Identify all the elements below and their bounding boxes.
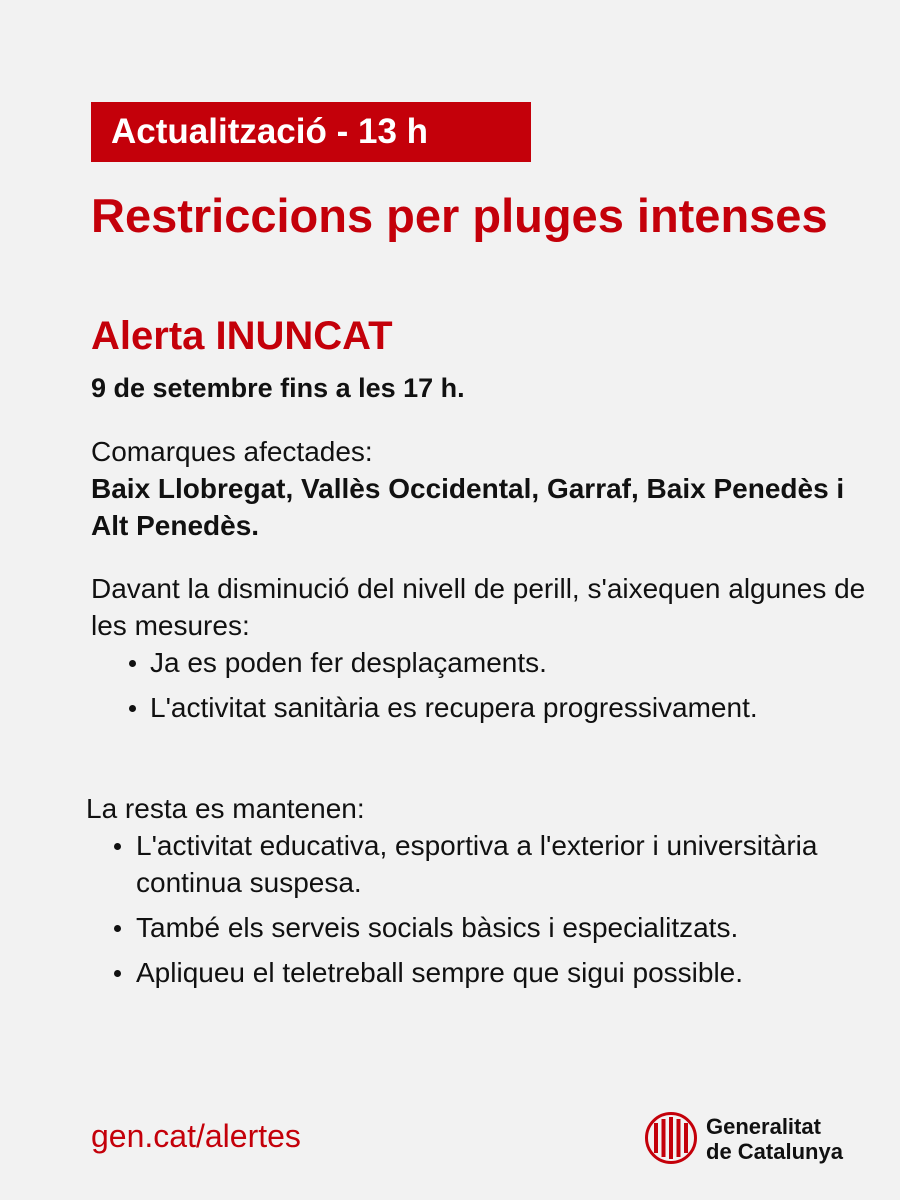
page-title: Restriccions per pluges intenses	[91, 189, 828, 242]
list-item: L'activitat sanitària es recupera progressivament.	[91, 689, 871, 726]
brand-line-2: de Catalunya	[706, 1139, 843, 1164]
list-item: L'activitat educativa, esportiva a l'exterior i universitària continua suspesa.	[86, 827, 886, 901]
alert-subtitle: Alerta INUNCAT	[91, 314, 393, 358]
brand-line-1: Generalitat	[706, 1114, 821, 1139]
kept-measures	[86, 790, 886, 991]
update-badge: Actualització - 13 h	[91, 102, 531, 162]
brand-name	[706, 1114, 843, 1164]
generalitat-logo-icon	[645, 1112, 697, 1166]
regions-label: Comarques afectades:	[91, 436, 373, 467]
alerts-link[interactable]: gen.cat/alertes	[91, 1118, 301, 1154]
alert-date: 9 de setembre fins a les 17 h.	[91, 373, 465, 403]
kept-intro: La resta es mantenen:	[86, 793, 365, 824]
regions-names: Baix Llobregat, Vallès Occidental, Garraf, Baix Penedès i Alt Penedès.	[91, 473, 845, 541]
lifted-measures	[91, 570, 871, 726]
affected-regions	[91, 433, 871, 544]
kept-list	[86, 827, 886, 991]
list-item: Ja es poden fer desplaçaments.	[91, 644, 871, 681]
lifted-intro: Davant la disminució del nivell de perill, s'aixequen algunes de les mesures:	[91, 573, 866, 641]
list-item: Apliqueu el teletreball sempre que sigui possible.	[86, 954, 886, 991]
list-item: També els serveis socials bàsics i especialitzats.	[86, 909, 886, 946]
lifted-list	[91, 644, 871, 726]
